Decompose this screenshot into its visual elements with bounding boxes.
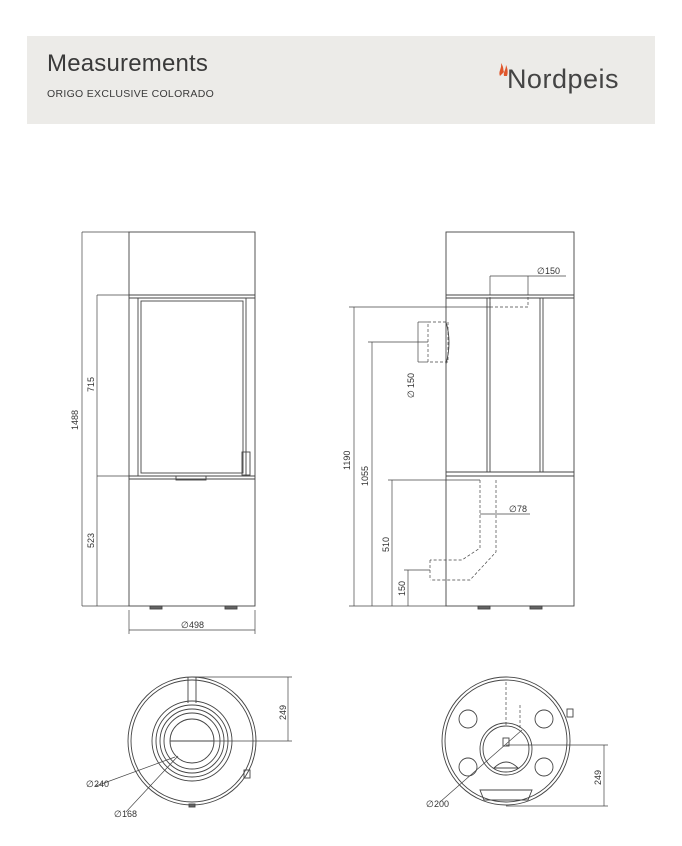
dim-width: 498 xyxy=(189,620,205,630)
dim-outlet-height: 1190 xyxy=(342,450,352,470)
dim-diameter-right: 200 xyxy=(434,799,450,809)
dim-intake-lower: 150 xyxy=(397,580,407,596)
front-door xyxy=(138,298,246,476)
front-body-outline xyxy=(129,232,255,606)
dim-rear-outlet-height: 1055 xyxy=(360,465,370,486)
dim-window-height: 715 xyxy=(86,376,96,392)
dim-intake-upper: 510 xyxy=(381,536,391,552)
side-view xyxy=(446,232,574,609)
product-name: ORIGO EXCLUSIVE COLORADO xyxy=(47,88,215,100)
front-view xyxy=(129,232,255,609)
top-left-dimensions xyxy=(96,677,292,812)
dim-symbol-top-right: ∅ xyxy=(426,799,434,809)
rear-bulge xyxy=(446,322,449,364)
dim-symbol-top-outer: ∅ xyxy=(86,779,94,789)
dim-symbol-side-outlet: ∅ xyxy=(537,266,545,276)
dim-symbol-front-width: ∅ xyxy=(181,620,189,630)
dim-diameter-inner: 168 xyxy=(122,809,138,819)
dim-top-right-offset: 249 xyxy=(593,769,603,785)
dim-outlet-diameter: 150 xyxy=(545,266,561,276)
dim-base-height: 523 xyxy=(86,532,96,548)
dim-diameter-outer: 240 xyxy=(94,779,110,789)
dim-rear-outlet-diameter: 150 xyxy=(406,372,416,388)
dim-symbol-side-rear: ∅ xyxy=(406,390,416,398)
side-dimensions xyxy=(349,276,566,606)
top-view-right xyxy=(442,677,573,805)
side-hidden-lines xyxy=(428,295,528,580)
dim-top-left-offset: 249 xyxy=(278,704,288,720)
top-view-left xyxy=(128,677,256,807)
dim-symbol-side-intake: ∅ xyxy=(509,504,517,514)
brand-logo: Nordpeis xyxy=(506,64,619,94)
dim-total-height: 1488 xyxy=(70,409,80,430)
side-body-outline xyxy=(446,232,574,606)
side-door xyxy=(487,298,543,472)
dim-symbol-top-inner: ∅ xyxy=(114,809,122,819)
page-title: Measurements xyxy=(47,50,209,77)
front-dimensions xyxy=(82,232,255,634)
dim-air-intake-diameter: 78 xyxy=(517,504,528,514)
